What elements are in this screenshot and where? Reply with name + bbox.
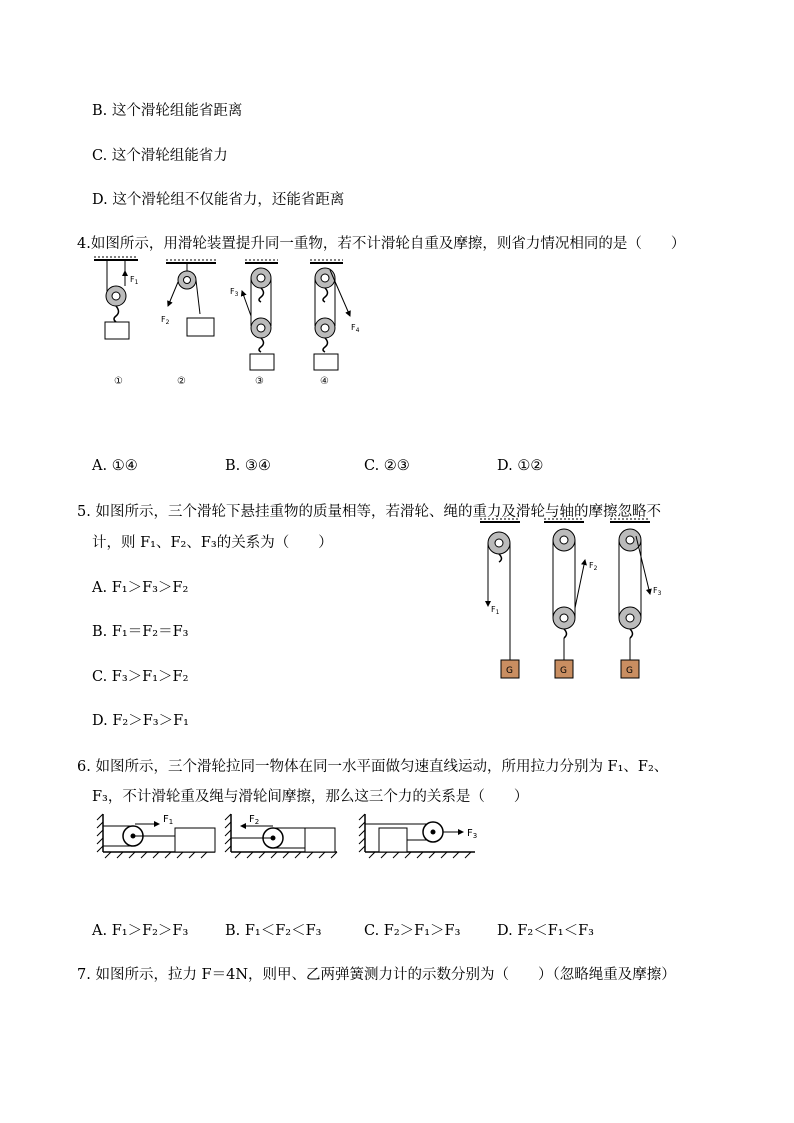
q6-option-c: C. F₂＞F₁＞F₃ — [364, 923, 461, 939]
svg-text:F4: $F_4$ — [351, 323, 360, 334]
q3-option-d: D. 这个滑轮组不仅能省力，还能省距离 — [92, 192, 345, 208]
q5-stem-line2: 计，则 F₁、F₂、F₃的关系为（ ） — [92, 535, 333, 551]
q3-option-c: C. 这个滑轮组能省力 — [92, 148, 228, 164]
q4-fig-label-1: ① — [114, 376, 123, 387]
q6-stem-line2: F₃，不计滑轮重及绳与滑轮间摩擦，那么这三个力的关系是（ ） — [92, 789, 529, 805]
q5-stem-line1: 5. 如图所示，三个滑轮下悬挂重物的质量相等，若滑轮、绳的重力及滑轮与轴的摩擦忽略不 — [77, 504, 661, 520]
svg-text:F3: $F_3$ — [230, 287, 239, 298]
svg-text:F3: $F_3$ — [467, 828, 478, 840]
svg-text:F1: $F_1$ — [163, 814, 174, 826]
q6-stem-line1: 6. 如图所示，三个滑轮拉同一物体在同一水平面做匀速直线运动，所用拉力分别为 F₁、F₂、 — [77, 759, 669, 775]
q4-fig-label-4: ④ — [320, 376, 329, 387]
q4-fig3 — [230, 260, 278, 370]
q4-figure — [88, 256, 448, 396]
svg-text:F1: $F_1$ — [130, 275, 139, 286]
q4-option-d: D. ①② — [497, 458, 544, 474]
svg-text:F2: $F_2$ — [589, 561, 598, 572]
q4-stem: 4.如图所示，用滑轮装置提升同一重物，若不计滑轮自重及摩擦，则省力情况相同的是（ ） — [77, 236, 686, 252]
svg-text:G: G — [626, 666, 633, 676]
q4-fig2 — [161, 260, 216, 336]
q5-option-c: C. F₃＞F₁＞F₂ — [92, 669, 189, 685]
q3-option-b: B. 这个滑轮组能省距离 — [92, 103, 243, 119]
svg-text:G: G — [560, 666, 567, 676]
q6-option-d: D. F₂＜F₁＜F₃ — [497, 923, 594, 939]
q6-option-b: B. F₁＜F₂＜F₃ — [225, 923, 322, 939]
q6-options — [92, 921, 712, 941]
svg-text:F2: $F_2$ — [161, 315, 170, 326]
q6-option-a: A. F₁＞F₂＞F₃ — [92, 923, 189, 939]
svg-text:F1: $F_1$ — [491, 605, 500, 616]
q5-figure — [478, 518, 678, 688]
q5-option-b: B. F₁＝F₂＝F₃ — [92, 624, 189, 640]
q6-figure — [95, 810, 495, 870]
q5-option-a: A. F₁＞F₃＞F₂ — [92, 580, 189, 596]
svg-text:F2: $F_2$ — [249, 814, 260, 826]
svg-text:F3: $F_3$ — [653, 586, 662, 597]
q5-option-d: D. F₂＞F₃＞F₁ — [92, 713, 189, 729]
q4-fig1 — [94, 257, 139, 339]
q4-option-a: A. ①④ — [92, 458, 138, 474]
q4-option-c: C. ②③ — [364, 458, 410, 474]
q4-options — [92, 456, 712, 476]
q4-option-b: B. ③④ — [225, 458, 271, 474]
q4-fig4 — [310, 260, 360, 370]
q7-stem: 7. 如图所示，拉力 F＝4N，则甲、乙两弹簧测力计的示数分别为（ ）（忽略绳重及摩擦） — [77, 967, 676, 983]
q4-fig-label-2: ② — [177, 376, 186, 387]
svg-text:G: G — [506, 666, 513, 676]
q4-fig-label-3: ③ — [255, 376, 264, 387]
